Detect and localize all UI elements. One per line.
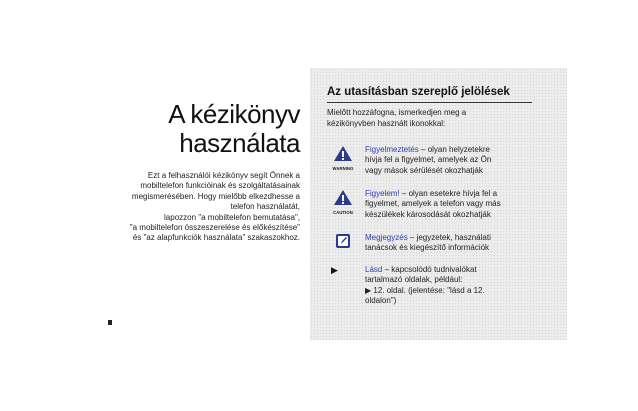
intro-line: Ezt a felhasználói kézikönyv segít Önnek a	[147, 171, 300, 180]
legend-keyword: Figyelem!	[365, 189, 400, 198]
legend-line: figyelmet, amelyek a telefon vagy más	[365, 199, 501, 209]
legend-line: oldalon")	[365, 296, 397, 306]
legend-line: – kapcsolódó tudnivalókat	[382, 265, 477, 274]
intro-paragraph	[100, 171, 300, 244]
page-marker	[108, 320, 112, 325]
legend-entry-text	[365, 145, 555, 176]
legend-entry-text	[365, 189, 555, 220]
panel-title-underline	[327, 102, 532, 103]
legend-entry-text	[365, 233, 555, 254]
caution-triangle-icon	[327, 189, 359, 215]
legend-line: – olyan esetekre hívja fel a	[399, 189, 498, 198]
legend-keyword: Lásd	[365, 265, 383, 274]
intro-line: mobiltelefon funkcióinak és szolgáltatásainak	[140, 181, 300, 191]
legend-line: hívja fel a figyelmet, amelyek az Ön	[365, 155, 492, 165]
arrow-right-glyph: ▶	[331, 265, 338, 275]
intro-line: telefon használatát,	[230, 202, 300, 212]
arrow-right-icon	[327, 265, 359, 276]
caution-icon-label: CAUTION	[333, 210, 353, 215]
icons-legend-panel	[310, 68, 567, 340]
panel-intro-line: Mielőtt hozzáfogna, ismerkedjen meg a	[327, 108, 467, 117]
warning-icon-label: WARNING	[332, 166, 354, 171]
legend-entry-text	[365, 265, 555, 307]
warning-triangle-icon	[327, 145, 359, 171]
note-pencil-icon	[327, 233, 359, 254]
panel-intro	[327, 108, 542, 129]
legend-line: – jegyzetek, használati	[407, 233, 491, 242]
legend-keyword: Figyelmeztetés	[365, 145, 419, 154]
legend-keyword: Megjegyzés	[365, 233, 408, 242]
legend-line: készülékek károsodását okozhatják	[365, 209, 491, 219]
legend-line: tartalmazó oldalak, például:	[365, 275, 463, 285]
page-title-line-1: A kézikönyv	[168, 99, 300, 129]
panel-title: Az utasításban szereplő jelölések	[327, 86, 510, 98]
intro-line: és "az alapfunkciók használata" szakaszokhoz.	[132, 233, 300, 243]
intro-line: "a mobiltelefon összeszerelése és előkészítése"	[129, 223, 300, 233]
page-title	[140, 100, 300, 158]
legend-line: ▶ 12. oldal. (jelentése: "lásd a 12.	[365, 285, 485, 295]
legend-line: tanácsok és kiegészítő információk	[365, 243, 490, 253]
intro-line: lapozzon "a mobiltelefon bemutatása",	[164, 212, 300, 222]
intro-line: megismerésében. Hogy mielőbb elkezdhesse a	[131, 191, 300, 201]
legend-line: – olyan helyzetekre	[418, 145, 490, 154]
page-title-line-2: használata	[179, 128, 300, 158]
legend-line: vagy mások sérülését okozhatják	[365, 165, 483, 175]
panel-intro-line: kézikönyvben használt ikonokkal:	[327, 118, 446, 128]
